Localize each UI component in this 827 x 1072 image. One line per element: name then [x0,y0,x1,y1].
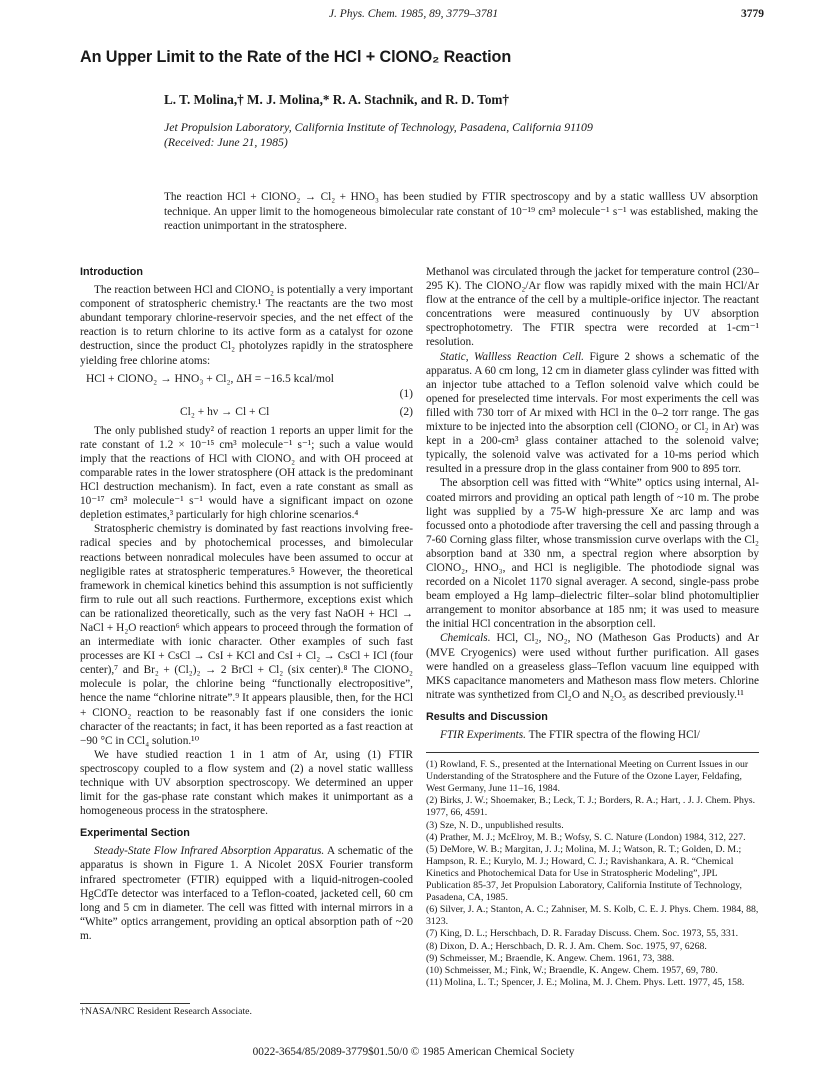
abstract: The reaction HCl + ClONO₂ → Cl₂ + HNO₃ has been studied by FTIR spectroscopy and by a static wallless UV absorption technique. An upper limit to the homogeneous bimolecular rate constant of 10⁻¹⁹ cm³ molecule⁻¹ s⁻¹ was established, making the reaction unimportant in the stratosphere. [164,191,758,233]
right-paragraph-4 [426,631,759,701]
reference-item: (6) Silver, J. A.; Stanton, A. C.; Zahniser, M. S. Kolb, C. E. J. Phys. Chem. 1984, 88, 3123. [426,904,759,928]
ftir-subheading: FTIR Experiments. [440,729,526,741]
equation-1-number-row [80,387,413,402]
page-number: 3779 [741,8,764,20]
results-heading: Results and Discussion [426,710,548,723]
affiliation [164,120,764,150]
experimental-paragraph-1 [80,844,413,943]
intro-paragraph-1: The reaction between HCl and ClONO₂ is potentially a very important component of stratospheric chemistry.¹ The reactants are the two most abundant temporary chlorine-reservoir species, and the net effect of the reaction is to return chlorine to its active form as a catalyst for ozone destruction, since the product Cl₂ photolyzes rapidly in the stratosphere yielding free chlorine atoms: [80,284,413,367]
received-date: (Received: June 21, 1985) [164,135,288,149]
equation-2-number: (2) [399,405,413,418]
equation-1 [80,372,413,387]
chemicals-subheading: Chemicals. [440,632,491,645]
references-rule [426,752,759,753]
running-header [0,8,827,26]
reference-item: (1) Rowland, F. S., presented at the International Meeting on Current Issues in our Understanding of the Stratosphere and the Future of the Ozone Layer, Feldafing, West Germany, June 11–16, 1984. [426,759,749,795]
right-paragraph-2 [426,350,759,477]
reference-item: (4) Prather, M. J.; McElroy, M. B.; Wofsy, S. C. Nature (London) 1984, 312, 227. [426,831,746,843]
equation-2 [80,405,413,420]
reference-item: (2) Birks, J. W.; Shoemaker, B.; Leck, T. J.; Borders, R. A.; Hart, . J. J. Chem. Phys. 1977, 66, 4591. [426,795,756,819]
author-footnote: †NASA/NRC Resident Research Associate. [80,1006,252,1017]
experimental-paragraph-1-text: A schematic of the apparatus is shown in Figure 1. A Nicolet 20SX Fourier transform infrared spectrometer (FTIR) equipped with a liquid-nitrogen-cooled HgCdTe detector was interfaced to a Teflon-coated, jacketed cell, 60 cm long and 5 cm in diameter. The cell was fitted with internal mirrors in a “White” optics arrangement, providing an optical absorption path of ~20 m. [80,845,414,942]
right-paragraph-3: The absorption cell was fitted with “White” optics using internal, Al-coated mirrors and providing an optical path length of ~10 m. The probe light was supplied by a 75-W high-pressure Xe arc lamp and was focussed onto a photodiode after traversing the cell and passing through a 7-60 Corning glass filter, whose transmission curve overlaps with the Cl₂ absorption band at 330 nm, a spectral region where absorption by ClONO₂, HNO₃, and HCl is negligible. The photodiode signal was recorded on a Nicolet 1170 signal averager. A second, single-pass probe beam employed a Hg lamp–dielectric filter–solar blind photomultiplier arrangement to monitor absorbance at 185 nm; it was used to measure the initial HCl concentration in the absorption cell. [426,477,759,631]
equation-2-text: Cl₂ + hν → Cl + Cl [180,405,270,418]
reference-item: (5) DeMore, W. B.; Margitan, J. J.; Molina, M. J.; Watson, R. T.; Golden, D. M.; Hampson, R. E.; Kurylo, M. J.; Howard, C. J.; Ravishankara, A. R. “Chemical Kinetics and Photochemical Data for Use in Stratospheric Modeling”, JPL Publication 85-37, Jet Propulsion Laboratory, California Institute of Technology, Pasadena, CA, 1985. [426,843,742,904]
journal-citation: J. Phys. Chem. 1985, 89, 3779–3781 [328,8,499,20]
static-cell-subheading: Static, Wallless Reaction Cell. [440,350,584,363]
equation-1-text: HCl + ClONO₂ → HNO₃ + Cl₂, ΔH = −16.5 kcal/mol [86,372,334,385]
reference-item: (11) Molina, L. T.; Spencer, J. E.; Molina, M. J. Chem. Phys. Lett. 1977, 45, 158. [426,976,745,988]
reference-item: (3) Sze, N. D., unpublished results. [426,819,564,831]
left-column [80,265,413,943]
intro-paragraph-4: We have studied reaction 1 in 1 atm of Ar, using (1) FTIR spectroscopy coupled to a flow system and (2) a novel static wallless technique with UV absorption spectroscopy. We determined an upper limit for the gas-phase rate constant which makes it unimportant as a homogeneous process in the stratosphere. [80,748,413,818]
flow-apparatus-subheading: Steady-State Flow Infrared Absorption Apparatus. [94,845,325,858]
right-paragraph-5 [426,728,759,742]
right-paragraph-1: Methanol was circulated through the jacket for temperature control (230–295 K). The ClONO₂/Ar flow was rapidly mixed with the main HCl/Ar flow at the entrance of the cell by a multiple-orifice injector. The reactant concentrations were measured continuously by UV absorption spectrophotometry. The FTIR spectra were recorded at 1-cm⁻¹ resolution. [426,266,759,349]
article-title: An Upper Limit to the Rate of the HCl + ClONO₂ Reaction [80,48,512,66]
author-list: L. T. Molina,† M. J. Molina,* R. A. Stachnik, and R. D. Tom† [164,92,510,107]
footnote-rule [80,1003,190,1004]
right-paragraph-2-text: Figure 2 shows a schematic of the apparatus. A 60 cm long, 12 cm in diameter glass cylinder was fitted with an injector tube attached to a Teflon solenoid valve which could be opened for preselected time intervals. For most experiments the cell was filled with 730 torr of Ar mixed with HCl in the 0–2 torr range. The gas mixture to be injected into the absorption cell (ClONO₂ or Cl₂ in Ar) was kept in a 200-cm³ glass container attached to the solenoid valve; typically, the solenoid valve was activated for a 10-ms period which resulted in a pressure drop in the glass container from 900 to 895 torr. [426,350,759,476]
reference-item: (8) Dixon, D. A.; Herschbach, D. R. J. Am. Chem. Soc. 1975, 97, 6268. [426,940,707,952]
intro-paragraph-3: Stratospheric chemistry is dominated by fast reactions involving free-radical species and by photochemical processes, and bimolecular reactions between nonradical molecules have been assumed to occur at negligible rates at stratospheric temperatures.⁵ However, the theoretical framework in chemical kinetics behind this assumption is not sufficiently firm to rule out all such reactions. Furthermore, exceptions exist which can be rationalized theoretically, such as the very fast NaOH + HCl → NaCl + H₂O reaction⁶ which appears to proceed through the formation of an intermediate with ionic character. Other examples of such fast processes are KI + CsCl → CsI + KCl and CsI + Cl₂ → CsCl + ICl (four center),⁷ and Br₂ + (Cl₂)₂ → 2 BrCl + Cl₂ (six center).⁸ The ClONO₂ molecule is polar, the chlorine being “functionally electropositive”, hence the name “chlorine nitrate”.⁹ It appears plausible, then, for the HCl + ClONO₂ reaction to be reasonably fast if one considers the ionic character of the reactants; in fact, it has been reported as a fast reaction at −90 °C in CCl₄ solution.¹⁰ [80,523,413,747]
introduction-heading: Introduction [80,266,143,278]
right-paragraph-4-text: HCl, Cl₂, NO₂, NO (Matheson Gas Products) and Ar (MVE Cryogenics) were used without further purification. All gases were handled on a greaseless glass–Teflon vacuum line equipped with MKS capacitance manometers and Matheson mass flow meters. Chlorine nitrate was synthetized from Cl₂O and N₂O₅ as described previously.¹¹ [426,632,760,701]
right-column [426,265,759,989]
affiliation-institution: Jet Propulsion Laboratory, California Institute of Technology, Pasadena, California 91109 [164,120,593,134]
copyright-footer: 0022-3654/85/2089-3779$01.50/0 © 1985 American Chemical Society [252,1046,575,1058]
intro-paragraph-2: The only published study² of reaction 1 reports an upper limit for the rate constant of 1.2 × 10⁻¹⁵ cm³ molecule⁻¹ s⁻¹; such a value would imply that the reactions of HCl with ClONO₂ and with OH proceed at comparable rates in the lower stratosphere (OH attack is the predominant HCl destruction mechanism). In fact, even a rate constant as small as 10⁻¹⁷ cm³ molecule⁻¹ s⁻¹ would have a significant impact on ozone depletion estimates,³ particularly for high chlorine scenarios.⁴ [80,424,413,522]
equation-1-number: (1) [399,387,413,400]
reference-item: (9) Schmeisser, M.; Braendle, K. Angew. Chem. 1961, 73, 388. [426,952,675,964]
reference-item: (10) Schmeisser, M.; Fink, W.; Braendle, K. Angew. Chem. 1957, 69, 780. [426,964,718,976]
reference-list [426,759,759,989]
experimental-heading: Experimental Section [80,827,190,840]
reference-item: (7) King, D. L.; Herschbach, D. R. Faraday Discuss. Chem. Soc. 1973, 55, 331. [426,928,739,940]
right-paragraph-5-text: The FTIR spectra of the flowing HCl/ [528,729,700,741]
